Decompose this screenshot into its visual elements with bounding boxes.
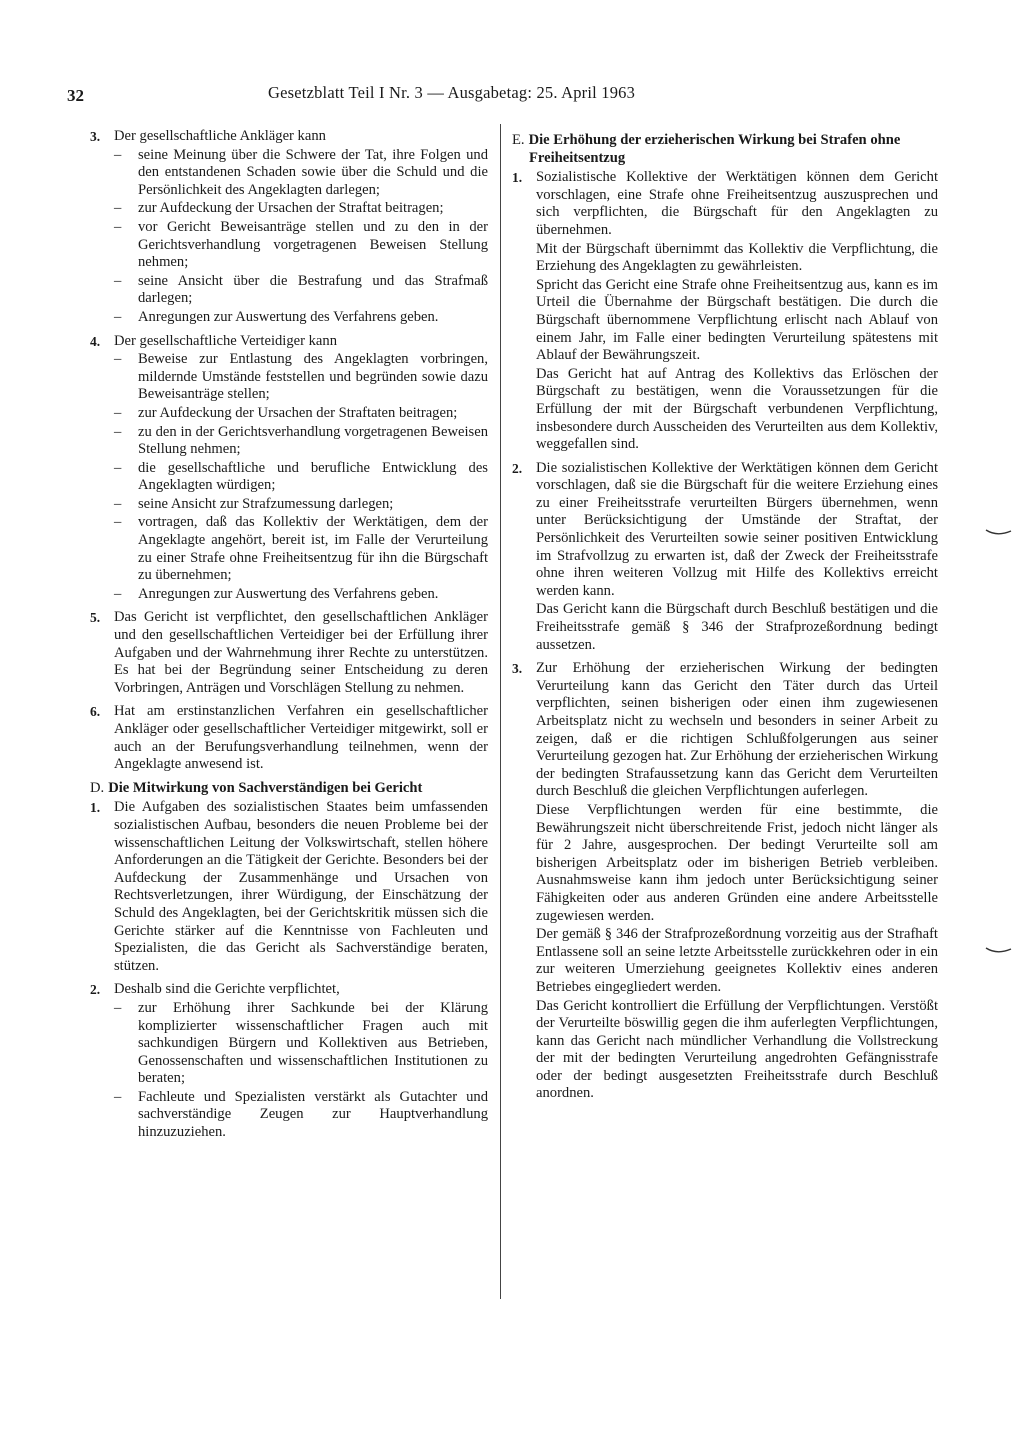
paragraph: Spricht das Gericht eine Strafe ohne Freiheitsentzug aus, kann es im Urteil die Übernahme der Bürgschaft bestätigen. Die durch die Bürgschaft übernommene Verpflichtung erlischt nach Ablauf von einem Jahr, im Falle einer bedingten Verurteilung spätestens mit Ablauf der Bewährungszeit. (536, 276, 938, 364)
paragraph: Die sozialistischen Kollektive der Werktätigen können dem Gericht vorschlagen, daß sie die Bürgschaft für die weitere Erziehung eines zu einer Freiheitsstrafe verurteilten Bürgers übernehmen, wenn unter Berücksichtigung der Umstände der Straftat, der Persönlichkeit des Verurteilten sowie seiner positiven Entwicklung im Strafvollzug zu erwarten ist, daß der Zweck der Freiheitsstrafe ohne ihren weiteren Vollzug mit Hilfe des Kollektivs erreicht werden kann. (536, 459, 938, 599)
clause-number: 1. (512, 170, 523, 186)
clause-text: Das Gericht ist verpflichtet, den gesellschaftlichen Ankläger und den gesellschaftlichen Verteidiger bei der Erfüllung ihrer Aufgaben und der Wahrnehmung ihrer Rechte zu unterstützen. Es hat bei der Begründung seiner Entscheidung zu deren Vorbringen, Anträgen und Vorschlägen Stellung zu nehmen. (114, 609, 488, 696)
paragraph: Das Gericht kontrolliert die Erfüllung der Verpflichtungen. Verstößt der Verurteilte böswillig gegen die ihm auferlegten Verpflichtungen, kann das Gericht nach mündlicher Verhandlung die Vollstreckung der mit der bedingten Verurteilung angedrohten Gefängnisstrafe oder der bedingt ausgesetzten Freiheitsstrafe durch Beschluß anordnen. (536, 997, 938, 1102)
list-item: – seine Ansicht über die Bestrafung und das Strafmaß darlegen; (114, 273, 488, 308)
column-divider (500, 124, 501, 1299)
clause-number: 3. (512, 661, 523, 677)
list-item: – seine Ansicht zur Strafzumessung darlegen; (114, 496, 488, 514)
list-item: – zur Aufdeckung der Ursachen der Straftaten beitragen; (114, 405, 488, 423)
section-letter: D. (90, 779, 105, 796)
right-column (512, 128, 938, 1109)
clause-5 (90, 609, 488, 697)
paragraph: Das Gericht hat auf Antrag des Kollektivs das Erlöschen der Bürgschaft zu bestätigen, wenn die Voraussetzungen für die Erfüllung der mit der Bürgschaft verbundenen Verpflichtung, insbesondere durch Ausscheiden des Verurteilten aus dem Kollektiv, weggefallen sind. (536, 365, 938, 453)
clause-number: 3. (90, 129, 101, 144)
paragraph: Diese Verpflichtungen werden für eine bestimmte, die Bewährungszeit nicht überschreitende Frist, jedoch nicht länger als für 2 Jahre, ausgesprochen. Der bedingt Verurteilte soll am bisherigen Arbeitsplatz oder im bisherigen Betrieb verbleiben. Ausnahmsweise kann ihm jedoch unter Berücksichtigung seiner Fähigkeiten oder aus anderen Gründen eine andere Arbeitsstelle zugewiesen werden. (536, 801, 938, 924)
section-heading-d (76, 780, 488, 798)
clause-e3 (512, 660, 938, 1103)
left-column (90, 128, 488, 1148)
paragraph: Mit der Bürgschaft übernimmt das Kollektiv die Verpflichtung, die Erziehung des Angeklagten zu gewährleisten. (536, 240, 938, 275)
list-item: – Fachleute und Spezialisten verstärkt als Gutachter und sachverständige Zeugen zur Hauptverhandlung hinzuzuziehen. (114, 1089, 488, 1142)
clause-d2 (90, 981, 488, 1141)
list-item: – vortragen, daß das Kollektiv der Werktätigen, dem der Angeklagte angehört, bereit ist, im Falle der Verurteilung zu einer Strafe ohne Freiheitsentzug für ihn die Bürgschaft zu übernehmen; (114, 514, 488, 584)
clause-e2 (512, 460, 938, 655)
clause-e1 (512, 169, 938, 454)
dash-list (114, 1000, 488, 1142)
list-item: – Anregungen zur Auswertung des Verfahrens geben. (114, 586, 488, 604)
dash-list (114, 351, 488, 603)
clause-6 (90, 703, 488, 773)
section-title: Die Mitwirkung von Sachverständigen bei Gericht (108, 779, 423, 796)
dash-list (114, 147, 488, 327)
clause-4 (90, 333, 488, 604)
section-title: Die Erhöhung der erzieherischen Wirkung bei Strafen ohne Freiheitsentzug (528, 132, 901, 166)
list-item: – die gesellschaftliche und berufliche Entwicklung des Angeklagten würdigen; (114, 460, 488, 495)
list-item: – zu den in der Gerichtsverhandlung vorgetragenen Beweisen Stellung nehmen; (114, 424, 488, 459)
clause-number: 1. (90, 800, 101, 816)
margin-check-mark (985, 946, 1013, 956)
clause-number: 2. (512, 460, 523, 476)
running-head: Gesetzblatt Teil I Nr. 3 — Ausgabetag: 25. April 1963 (268, 83, 636, 102)
clause-number: 6. (90, 704, 101, 720)
clause-d1 (90, 799, 488, 975)
page-number: 32 (67, 86, 84, 105)
section-heading-e (512, 132, 938, 167)
list-item: – vor Gericht Beweisanträge stellen und zu den in der Gerichtsverhandlung vorgetragenen Beweisen Stellung nehmen; (114, 219, 488, 272)
clause-number: 4. (90, 333, 101, 349)
paragraph: Sozialistische Kollektive der Werktätigen können dem Gericht vorschlagen, eine Strafe ohne Freiheitsentzug auszusprechen und sich verpflichten, die Bürgschaft für den Angeklagten zu übernehmen. (536, 169, 938, 238)
clause-text: Hat am erstinstanzlichen Verfahren ein gesellschaftlicher Ankläger oder gesellschaftlicher Verteidiger mitgewirkt, soll er auch an der Berufungsverhandlung teilnehmen, wenn der Angeklagte anwesend ist. (114, 703, 488, 773)
clause-lead: Der gesellschaftliche Verteidiger kann (114, 332, 338, 349)
list-item: – zur Erhöhung ihrer Sachkunde bei der Klärung komplizierter wissenschaftlicher Fragen auch mit sachkundigen Bürgern und Kollektiven aus Betrieben, Genossenschaften und wissenschaftlichen Institutionen zu beraten; (114, 1000, 488, 1088)
list-item: – Anregungen zur Auswertung des Verfahrens geben. (114, 309, 488, 327)
margin-check-mark (985, 528, 1013, 538)
list-item: – seine Meinung über die Schwere der Tat, ihre Folgen und den entstandenen Schaden sowie über die Schuld und die Persönlichkeit des Angeklagten darlegen; (114, 147, 488, 200)
paragraph: Der gemäß § 346 der Strafprozeßordnung vorzeitig aus der Strafhaft Entlassene soll an seine letzte Arbeitsstelle zurückkehren oder in ein zur weiteren Umerziehung geeignetes Kollektiv eines anderen Betriebes eingegliedert werden. (536, 926, 938, 995)
clause-text: Die Aufgaben des sozialistischen Staates beim umfassenden sozialistischen Aufbau, besonders die neuen Probleme bei der wissenschaftlichen Leitung der Volkswirtschaft, stellen höhere Anforderungen an die Tätigkeit der Gerichte. Besonders bei der Aufdeckung der Zusammenhänge und Ursachen von Rechtsverletzungen, ihrer Würdigung, der Einschätzung der Schuld des Angeklagten, bei der Gerichtskritik müssen sich die Gerichte stärker auf die Kenntnisse von Fachleuten und Spezialisten, die das Gericht als Sachverständige beraten, stützen. (114, 799, 488, 974)
list-item: – Beweise zur Entlastung des Angeklagten vorbringen, mildernde Umstände feststellen und begründen sowie dazu Beweisanträge stellen; (114, 351, 488, 404)
list-item: – zur Aufdeckung der Ursachen der Straftat beitragen; (114, 200, 488, 218)
paragraph: Zur Erhöhung der erzieherischen Wirkung der bedingten Verurteilung kann das Gericht den Täter durch das Urteil verpflichten, seinen bisherigen oder einen ihm zugewiesenen Arbeitsplatz nicht zu wechseln und besonders in seiner Arbeit zu zeigen, daß er die richtigen Schlußfolgerungen aus seiner Verurteilung gezogen hat. Zur Erhöhung der erzieherischen Wirkung der bedingten Strafaussetzung kann das Gericht dem Verurteilten durch Beschluß die gleichen Verpflichtungen auferlegen. (536, 660, 938, 800)
clause-lead: Der gesellschaftliche Ankläger kann (114, 128, 326, 144)
paragraph: Das Gericht kann die Bürgschaft durch Beschluß bestätigen und die Freiheitsstrafe gemäß § 346 der Strafprozeßordnung bedingt aussetzen. (536, 601, 938, 653)
clause-lead: Deshalb sind die Gerichte verpflichtet, (114, 981, 340, 998)
clause-3 (90, 128, 488, 327)
clause-number: 2. (90, 982, 101, 998)
clause-number: 5. (90, 610, 101, 626)
section-letter: E. (512, 132, 525, 148)
